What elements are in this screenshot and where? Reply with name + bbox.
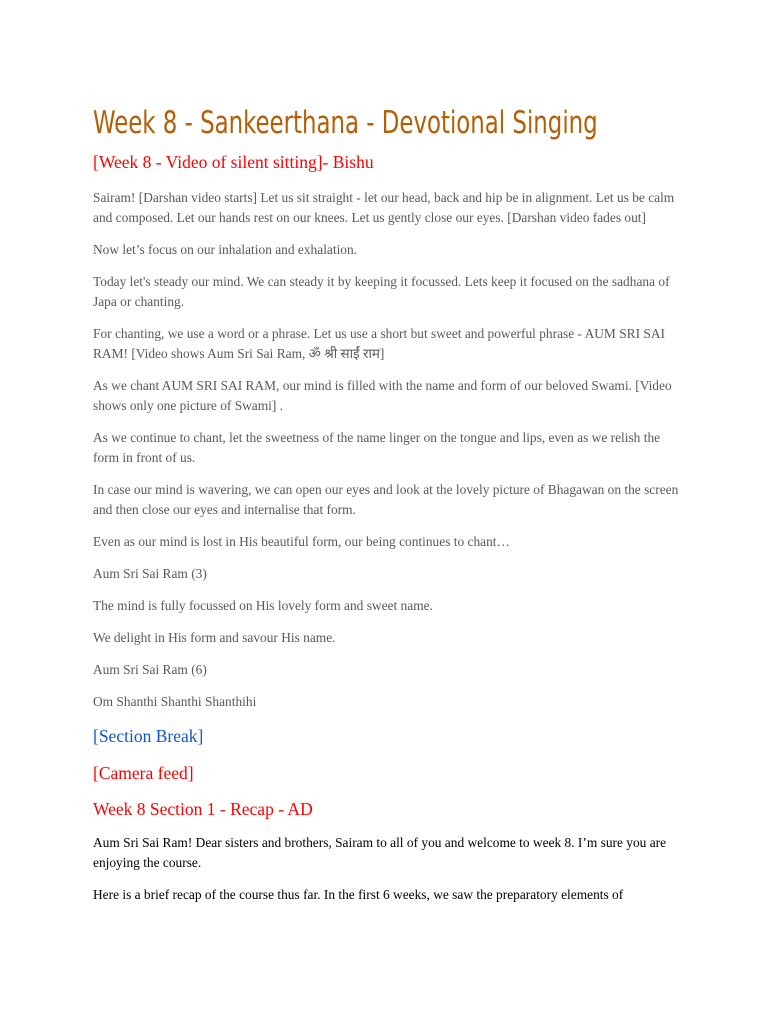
paragraph-wavering: In case our mind is wavering, we can open our eyes and look at the lovely picture of Bhagawan on the screen and then close our eyes and internalise that form. (93, 482, 679, 517)
paragraph-recap: Here is a brief recap of the course thus far. In the first 6 weeks, we saw the preparatory elements of (93, 887, 624, 902)
paragraph-focussed: The mind is fully focussed on His lovely form and sweet name. (93, 598, 433, 613)
paragraph-steady-mind: Today let's steady our mind. We can steady it by keeping it focussed. Lets keep it focused on the sadhana of Japa or chanting. (93, 274, 670, 309)
camera-feed-heading: [Camera feed] (93, 763, 194, 783)
paragraph-delight: We delight in His form and savour His name. (93, 630, 336, 645)
paragraph-chant-3: Aum Sri Sai Ram (3) (93, 566, 207, 581)
paragraph-breath: Now let’s focus on our inhalation and exhalation. (93, 242, 358, 257)
document-page (93, 100, 683, 917)
paragraph-darshan: Sairam! [Darshan video starts] Let us sit straight - let our head, back and hip be in alignment. Let us be calm and composed. Let our hands rest on our knees. Let us gently close our eyes. [Darshan video fades out] (93, 190, 675, 225)
document-title: Week 8 - Sankeerthana - Devotional Singing (93, 105, 598, 141)
paragraph-sweetness: As we continue to chant, let the sweetness of the name linger on the tongue and lips, even as we relish the form in front of us. (93, 430, 661, 465)
recap-heading: Week 8 Section 1 - Recap - AD (93, 799, 313, 819)
paragraph-welcome: Aum Sri Sai Ram! Dear sisters and brothers, Sairam to all of you and welcome to week 8. I’m sure you are enjoying the course. (93, 835, 667, 870)
paragraph-chanting-phrase: For chanting, we use a word or a phrase. Let us use a short but sweet and powerful phrase - AUM SRI SAI RAM! [Video shows Aum Sri Sai Ram, ॐ श्री साईं राम] (93, 326, 665, 361)
video-heading: [Week 8 - Video of silent sitting]- Bishu (93, 152, 374, 172)
paragraph-lost-in-form: Even as our mind is lost in His beautiful form, our being continues to chant… (93, 534, 510, 549)
paragraph-chant-6: Aum Sri Sai Ram (6) (93, 662, 207, 677)
paragraph-name-and-form: As we chant AUM SRI SAI RAM, our mind is filled with the name and form of our beloved Swami. [Video shows only one picture of Swami] . (93, 378, 672, 413)
paragraph-shanthi: Om Shanthi Shanthi Shanthihi (93, 694, 257, 709)
section-break-heading: [Section Break] (93, 726, 204, 746)
